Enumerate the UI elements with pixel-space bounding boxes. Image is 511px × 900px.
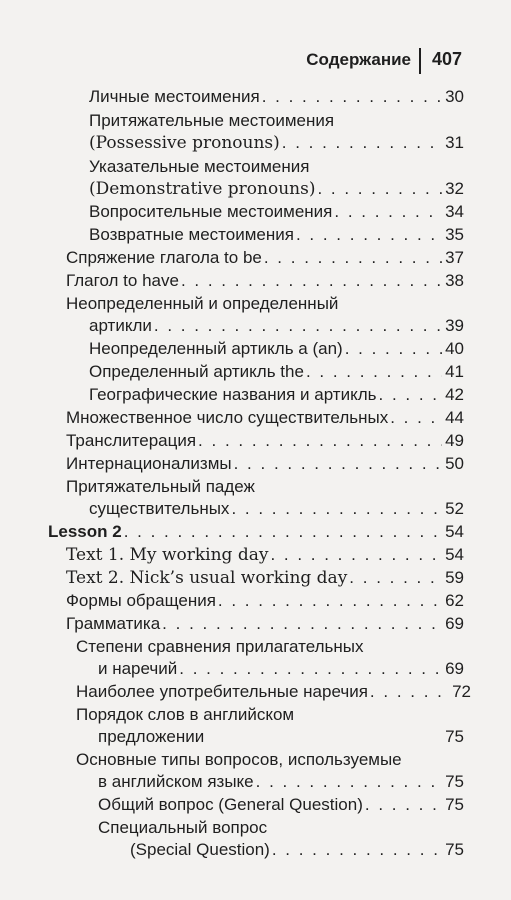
leader-dots bbox=[270, 544, 442, 565]
toc-entry-title: Наиболее употребительные наречия bbox=[76, 682, 368, 701]
toc-entry-page: 39 bbox=[445, 316, 464, 335]
toc-entry-page: 31 bbox=[445, 133, 464, 152]
toc-entry-title: Text 2. Nick’s usual working day bbox=[66, 568, 348, 588]
leader-dots bbox=[181, 270, 442, 291]
toc-entry bbox=[66, 430, 464, 451]
toc-entry bbox=[89, 498, 464, 519]
toc-entry-page: 54 bbox=[445, 522, 464, 541]
toc-entry-page: 62 bbox=[445, 591, 464, 610]
toc-entry-title: Географические названия и артикль bbox=[89, 385, 377, 404]
toc-entry-page: 42 bbox=[445, 385, 464, 404]
toc-entry bbox=[98, 726, 464, 747]
toc-entry-page: 75 bbox=[445, 840, 464, 859]
toc-entry-page: 30 bbox=[445, 87, 464, 106]
leader-dots bbox=[124, 521, 442, 542]
toc-entry-page: 50 bbox=[445, 454, 464, 473]
toc-entry bbox=[89, 224, 464, 245]
toc-entry bbox=[98, 771, 464, 792]
toc-entry-title: в английском языке bbox=[98, 772, 254, 791]
toc-entry-title: Интернационализмы bbox=[66, 454, 232, 473]
toc-entry-page: 52 bbox=[445, 499, 464, 518]
toc-entry-title: (Possessive pronouns) bbox=[89, 133, 280, 153]
leader-dots bbox=[317, 178, 442, 199]
toc-entry-title: Множественное число существительных bbox=[66, 408, 389, 427]
toc-entry bbox=[66, 590, 464, 611]
toc-entry bbox=[98, 794, 464, 815]
toc-entry-page: 75 bbox=[445, 727, 464, 746]
toc-entry-title: (Demonstrative pronouns) bbox=[89, 179, 316, 199]
header-page-number: 407 bbox=[432, 49, 463, 69]
toc-entry-title: (Special Question) bbox=[130, 840, 270, 859]
toc-entry-title: Неопределенный артикль a (an) bbox=[89, 339, 343, 358]
toc-entry-page: 69 bbox=[445, 659, 464, 678]
toc-entry bbox=[66, 270, 464, 291]
toc-entry-page: 75 bbox=[445, 772, 464, 791]
toc-entry bbox=[89, 178, 464, 200]
toc-entry bbox=[98, 658, 464, 679]
toc-entry-title-line1: Порядок слов в английском bbox=[76, 705, 295, 724]
leader-dots bbox=[179, 658, 442, 679]
toc-entry-page: 40 bbox=[445, 339, 464, 358]
toc-entry-title: Возвратные местоимения bbox=[89, 225, 294, 244]
toc-entry-title: Определенный артикль the bbox=[89, 362, 304, 381]
leader-dots bbox=[370, 681, 449, 702]
toc-entry bbox=[89, 132, 464, 154]
toc-entry-page: 41 bbox=[445, 362, 464, 381]
toc-entry bbox=[66, 567, 464, 589]
toc-entry-page: 59 bbox=[445, 568, 464, 587]
toc-entry-title: и наречий bbox=[98, 659, 178, 678]
toc-entry bbox=[89, 384, 464, 405]
toc-entry-page: 37 bbox=[445, 248, 464, 267]
toc-entry-title: Грамматика bbox=[66, 614, 161, 633]
toc-entry bbox=[89, 338, 464, 359]
toc-entry bbox=[66, 544, 464, 566]
toc-entry bbox=[76, 681, 471, 702]
leader-dots bbox=[349, 567, 442, 588]
toc-entry-title-line1: Указательные местоимения bbox=[89, 157, 310, 176]
toc-entry-title: артикли bbox=[89, 316, 152, 335]
toc-entry-page: 38 bbox=[445, 271, 464, 290]
toc-entry-page: 35 bbox=[445, 225, 464, 244]
leader-dots bbox=[390, 407, 442, 428]
toc-entry-title: Формы обращения bbox=[66, 591, 216, 610]
leader-dots bbox=[272, 839, 442, 860]
toc-entry-title: Личные местоимения bbox=[89, 87, 260, 106]
toc-entry-title-line1: Степени сравнения прилагательных bbox=[76, 637, 364, 656]
toc-entry-title: Транслитерация bbox=[66, 431, 197, 450]
toc-entry-title-line1: Специальный вопрос bbox=[98, 818, 268, 837]
toc-entry bbox=[130, 839, 464, 860]
leader-dots bbox=[365, 794, 442, 815]
toc-entry bbox=[89, 201, 464, 222]
toc-entry-page: 49 bbox=[445, 431, 464, 450]
leader-dots bbox=[154, 315, 442, 336]
toc-entry-page: 69 bbox=[445, 614, 464, 633]
toc-lesson-entry bbox=[48, 521, 464, 542]
toc-entry-page: 34 bbox=[445, 202, 464, 221]
leader-dots bbox=[231, 498, 442, 519]
toc-entry bbox=[66, 407, 464, 428]
header-title: Содержание bbox=[306, 50, 411, 69]
leader-dots bbox=[345, 338, 442, 359]
toc-entry bbox=[89, 315, 464, 336]
leader-dots bbox=[334, 201, 442, 222]
leader-dots bbox=[198, 430, 442, 451]
toc-entry-title: Общий вопрос (General Question) bbox=[98, 795, 363, 814]
leader-dots bbox=[296, 224, 442, 245]
toc-entry-title: Text 1. My working day bbox=[66, 545, 269, 565]
toc-entry-title-line1: Неопределенный и определенный bbox=[66, 294, 339, 313]
leader-dots bbox=[162, 613, 442, 634]
toc-entry-page: 75 bbox=[445, 795, 464, 814]
toc-entry-title-line1: Притяжательный падеж bbox=[66, 477, 255, 496]
leader-dots bbox=[306, 361, 442, 382]
leader-dots bbox=[264, 247, 442, 268]
toc-entry-title: Спряжение глагола to be bbox=[66, 248, 262, 267]
toc-entry-page: 72 bbox=[452, 682, 471, 701]
toc-entry-page: 44 bbox=[445, 408, 464, 427]
toc-entry-title-line1: Притяжательные местоимения bbox=[89, 111, 335, 130]
toc-entry bbox=[66, 613, 464, 634]
toc-entry-title-line1: Основные типы вопросов, используемые bbox=[76, 750, 402, 769]
toc-entry-page: 54 bbox=[445, 545, 464, 564]
leader-dots bbox=[218, 590, 442, 611]
toc-entry bbox=[89, 86, 464, 107]
leader-dots bbox=[234, 453, 442, 474]
toc-entry-title: предложении bbox=[98, 727, 205, 746]
toc-entry-title: Вопросительные местоимения bbox=[89, 202, 333, 221]
toc-entry-page: 32 bbox=[445, 179, 464, 198]
leader-dots bbox=[282, 132, 442, 153]
toc-entry bbox=[89, 361, 464, 382]
toc-entry-title: существительных bbox=[89, 499, 230, 518]
toc-entry-title: Lesson 2 bbox=[48, 522, 122, 541]
leader-dots bbox=[256, 771, 442, 792]
toc-entry-title: Глагол to have bbox=[66, 271, 179, 290]
toc-entry bbox=[66, 453, 464, 474]
toc-entry bbox=[66, 247, 464, 268]
leader-dots bbox=[379, 384, 443, 405]
leader-dots bbox=[262, 86, 442, 107]
